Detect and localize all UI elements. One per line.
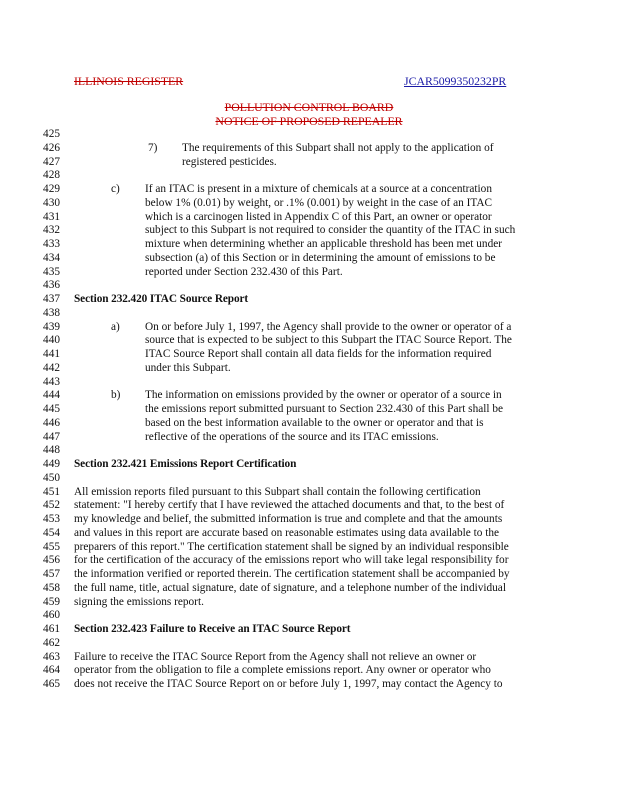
line-457 (0, 568, 618, 582)
line-text: which is a carcinogen listed in Appendix C of this Part, an owner or operator (145, 210, 492, 223)
line-text: reflective of the operations of the source and its ITAC emissions. (145, 430, 439, 443)
line-454 (0, 527, 618, 541)
line-number: 446 (43, 416, 60, 429)
line-text: and values in this report are accurate based on reasonable estimates using data available to the (74, 526, 500, 539)
line-number: 432 (43, 224, 60, 237)
line-461 (0, 623, 618, 637)
line-number: 438 (43, 306, 60, 319)
line-text: subsection (a) of this Section or in determining the amount of emissions to be (145, 251, 496, 264)
line-440 (0, 334, 618, 348)
line-444 (0, 389, 618, 403)
line-433 (0, 238, 618, 252)
line-464 (0, 664, 618, 678)
line-text: signing the emissions report. (74, 595, 204, 608)
line-text: the emissions report submitted pursuant to Section 232.430 of this Part shall be (145, 403, 504, 415)
line-number: 456 (43, 554, 60, 567)
line-number: 449 (43, 458, 60, 470)
line-455 (0, 541, 618, 555)
line-text: subject to this Subpart is not required to consider the quantity of the ITAC in such (145, 224, 516, 237)
line-432 (0, 224, 618, 238)
line-number: 464 (43, 664, 60, 677)
line-number: 450 (43, 471, 60, 484)
line-446 (0, 417, 618, 431)
line-number: 457 (43, 568, 60, 580)
line-434 (0, 252, 618, 266)
line-427 (0, 156, 618, 170)
line-text: below 1% (0.01) by weight, or .1% (0.001) by weight in the case of an ITAC (145, 196, 493, 209)
line-number: 434 (43, 251, 60, 264)
line-460 (0, 609, 618, 623)
line-number: 430 (43, 196, 60, 209)
line-448 (0, 444, 618, 458)
line-431 (0, 211, 618, 225)
line-text: operator from the obligation to file a complete emissions report. Any owner or operator who (74, 664, 491, 677)
line-462 (0, 637, 618, 651)
line-425 (0, 128, 618, 142)
register-header: ILLINOIS REGISTER (74, 74, 184, 88)
line-number: 427 (43, 155, 60, 168)
line-number: 462 (43, 636, 60, 649)
line-number: 448 (43, 444, 60, 457)
line-text: The information on emissions provided by the owner or operator of a source in (145, 389, 502, 402)
line-text: All emission reports filed pursuant to this Subpart shall contain the following certification (74, 485, 481, 498)
line-number: 428 (43, 169, 60, 182)
line-459 (0, 596, 618, 610)
subsection-label: b) (111, 389, 121, 402)
line-426 (0, 142, 618, 156)
line-447 (0, 431, 618, 445)
line-number: 447 (43, 430, 60, 443)
line-number: 440 (43, 334, 60, 347)
line-number: 455 (43, 540, 60, 553)
line-text: the full name, title, actual signature, date of signature, and a telephone number of the individual (74, 581, 506, 594)
line-number: 433 (43, 238, 60, 250)
line-number: 459 (43, 595, 60, 608)
line-number: 445 (43, 403, 60, 415)
board-title: POLLUTION CONTROL BOARD (224, 100, 394, 114)
line-text: for the certification of the accuracy of the emissions report who will take legal responsibility for (74, 554, 509, 567)
line-number: 451 (43, 485, 60, 498)
line-number: 453 (43, 513, 60, 525)
line-453 (0, 513, 618, 527)
line-text: statement: "I hereby certify that I have reviewed the attached documents and that, to the best of (74, 499, 505, 512)
line-number: 442 (43, 361, 60, 374)
line-text: source that is expected to be subject to this Subpart the ITAC Source Report. The (145, 334, 512, 347)
line-number: 439 (43, 320, 60, 333)
line-452 (0, 499, 618, 513)
subsection-label: a) (111, 320, 120, 333)
line-441 (0, 348, 618, 362)
line-text: On or before July 1, 1997, the Agency shall provide to the owner or operator of a (145, 320, 512, 333)
line-451 (0, 486, 618, 500)
line-443 (0, 376, 618, 390)
line-442 (0, 362, 618, 376)
line-text: preparers of this report." The certification statement shall be signed by an individual responsible (74, 540, 509, 553)
line-429 (0, 183, 618, 197)
line-text: mixture when determining whether an applicable threshold has been met under (145, 238, 502, 250)
section-heading: Section 232.423 Failure to Receive an ITAC Source Report (74, 623, 351, 635)
line-number: 454 (43, 526, 60, 539)
line-text: The requirements of this Subpart shall not apply to the application of (182, 141, 494, 154)
section-heading: Section 232.421 Emissions Report Certification (74, 458, 297, 470)
line-430 (0, 197, 618, 211)
line-number: 458 (43, 581, 60, 594)
subsection-label: c) (111, 183, 120, 195)
line-number: 463 (43, 650, 60, 663)
line-text: If an ITAC is present in a mixture of chemicals at a source at a concentration (145, 183, 492, 195)
line-465 (0, 678, 618, 692)
line-437 (0, 293, 618, 307)
line-445 (0, 403, 618, 417)
line-number: 465 (43, 678, 60, 690)
line-number: 429 (43, 183, 60, 195)
subsection-label: 7) (148, 141, 158, 154)
line-463 (0, 651, 618, 665)
line-439 (0, 321, 618, 335)
line-number: 452 (43, 499, 60, 512)
line-450 (0, 472, 618, 486)
line-text: ITAC Source Report shall contain all data fields for the information required (145, 348, 492, 360)
line-text: the information verified or reported therein. The certification statement shall be accompanied by (74, 568, 510, 580)
line-text: based on the best information available to the owner or operator and that is (145, 416, 484, 429)
line-number: 460 (43, 609, 60, 622)
line-number: 425 (43, 128, 60, 140)
line-text: my knowledge and belief, the submitted information is true and complete and that the amounts (74, 513, 503, 525)
line-number: 443 (43, 375, 60, 388)
line-number: 461 (43, 623, 60, 635)
line-number: 426 (43, 141, 60, 154)
line-number: 436 (43, 279, 60, 292)
line-number: 431 (43, 210, 60, 223)
line-text: reported under Section 232.430 of this Part. (145, 265, 343, 278)
line-number: 435 (43, 265, 60, 278)
section-heading: Section 232.420 ITAC Source Report (74, 293, 249, 305)
line-456 (0, 554, 618, 568)
line-text: does not receive the ITAC Source Report on or before July 1, 1997, may contact the Agency to (74, 678, 503, 690)
line-436 (0, 279, 618, 293)
line-438 (0, 307, 618, 321)
line-number: 437 (43, 293, 60, 305)
line-449 (0, 458, 618, 472)
line-number: 444 (43, 389, 60, 402)
line-458 (0, 582, 618, 596)
line-435 (0, 266, 618, 280)
line-text: registered pesticides. (182, 155, 277, 168)
notice-title: NOTICE OF PROPOSED REPEALER (215, 114, 403, 128)
line-number: 441 (43, 348, 60, 360)
line-428 (0, 169, 618, 183)
line-text: under this Subpart. (145, 361, 231, 374)
line-text: Failure to receive the ITAC Source Report from the Agency shall not relieve an owner or (74, 650, 477, 663)
document-id-link[interactable]: JCAR5099350232PR (404, 74, 507, 88)
